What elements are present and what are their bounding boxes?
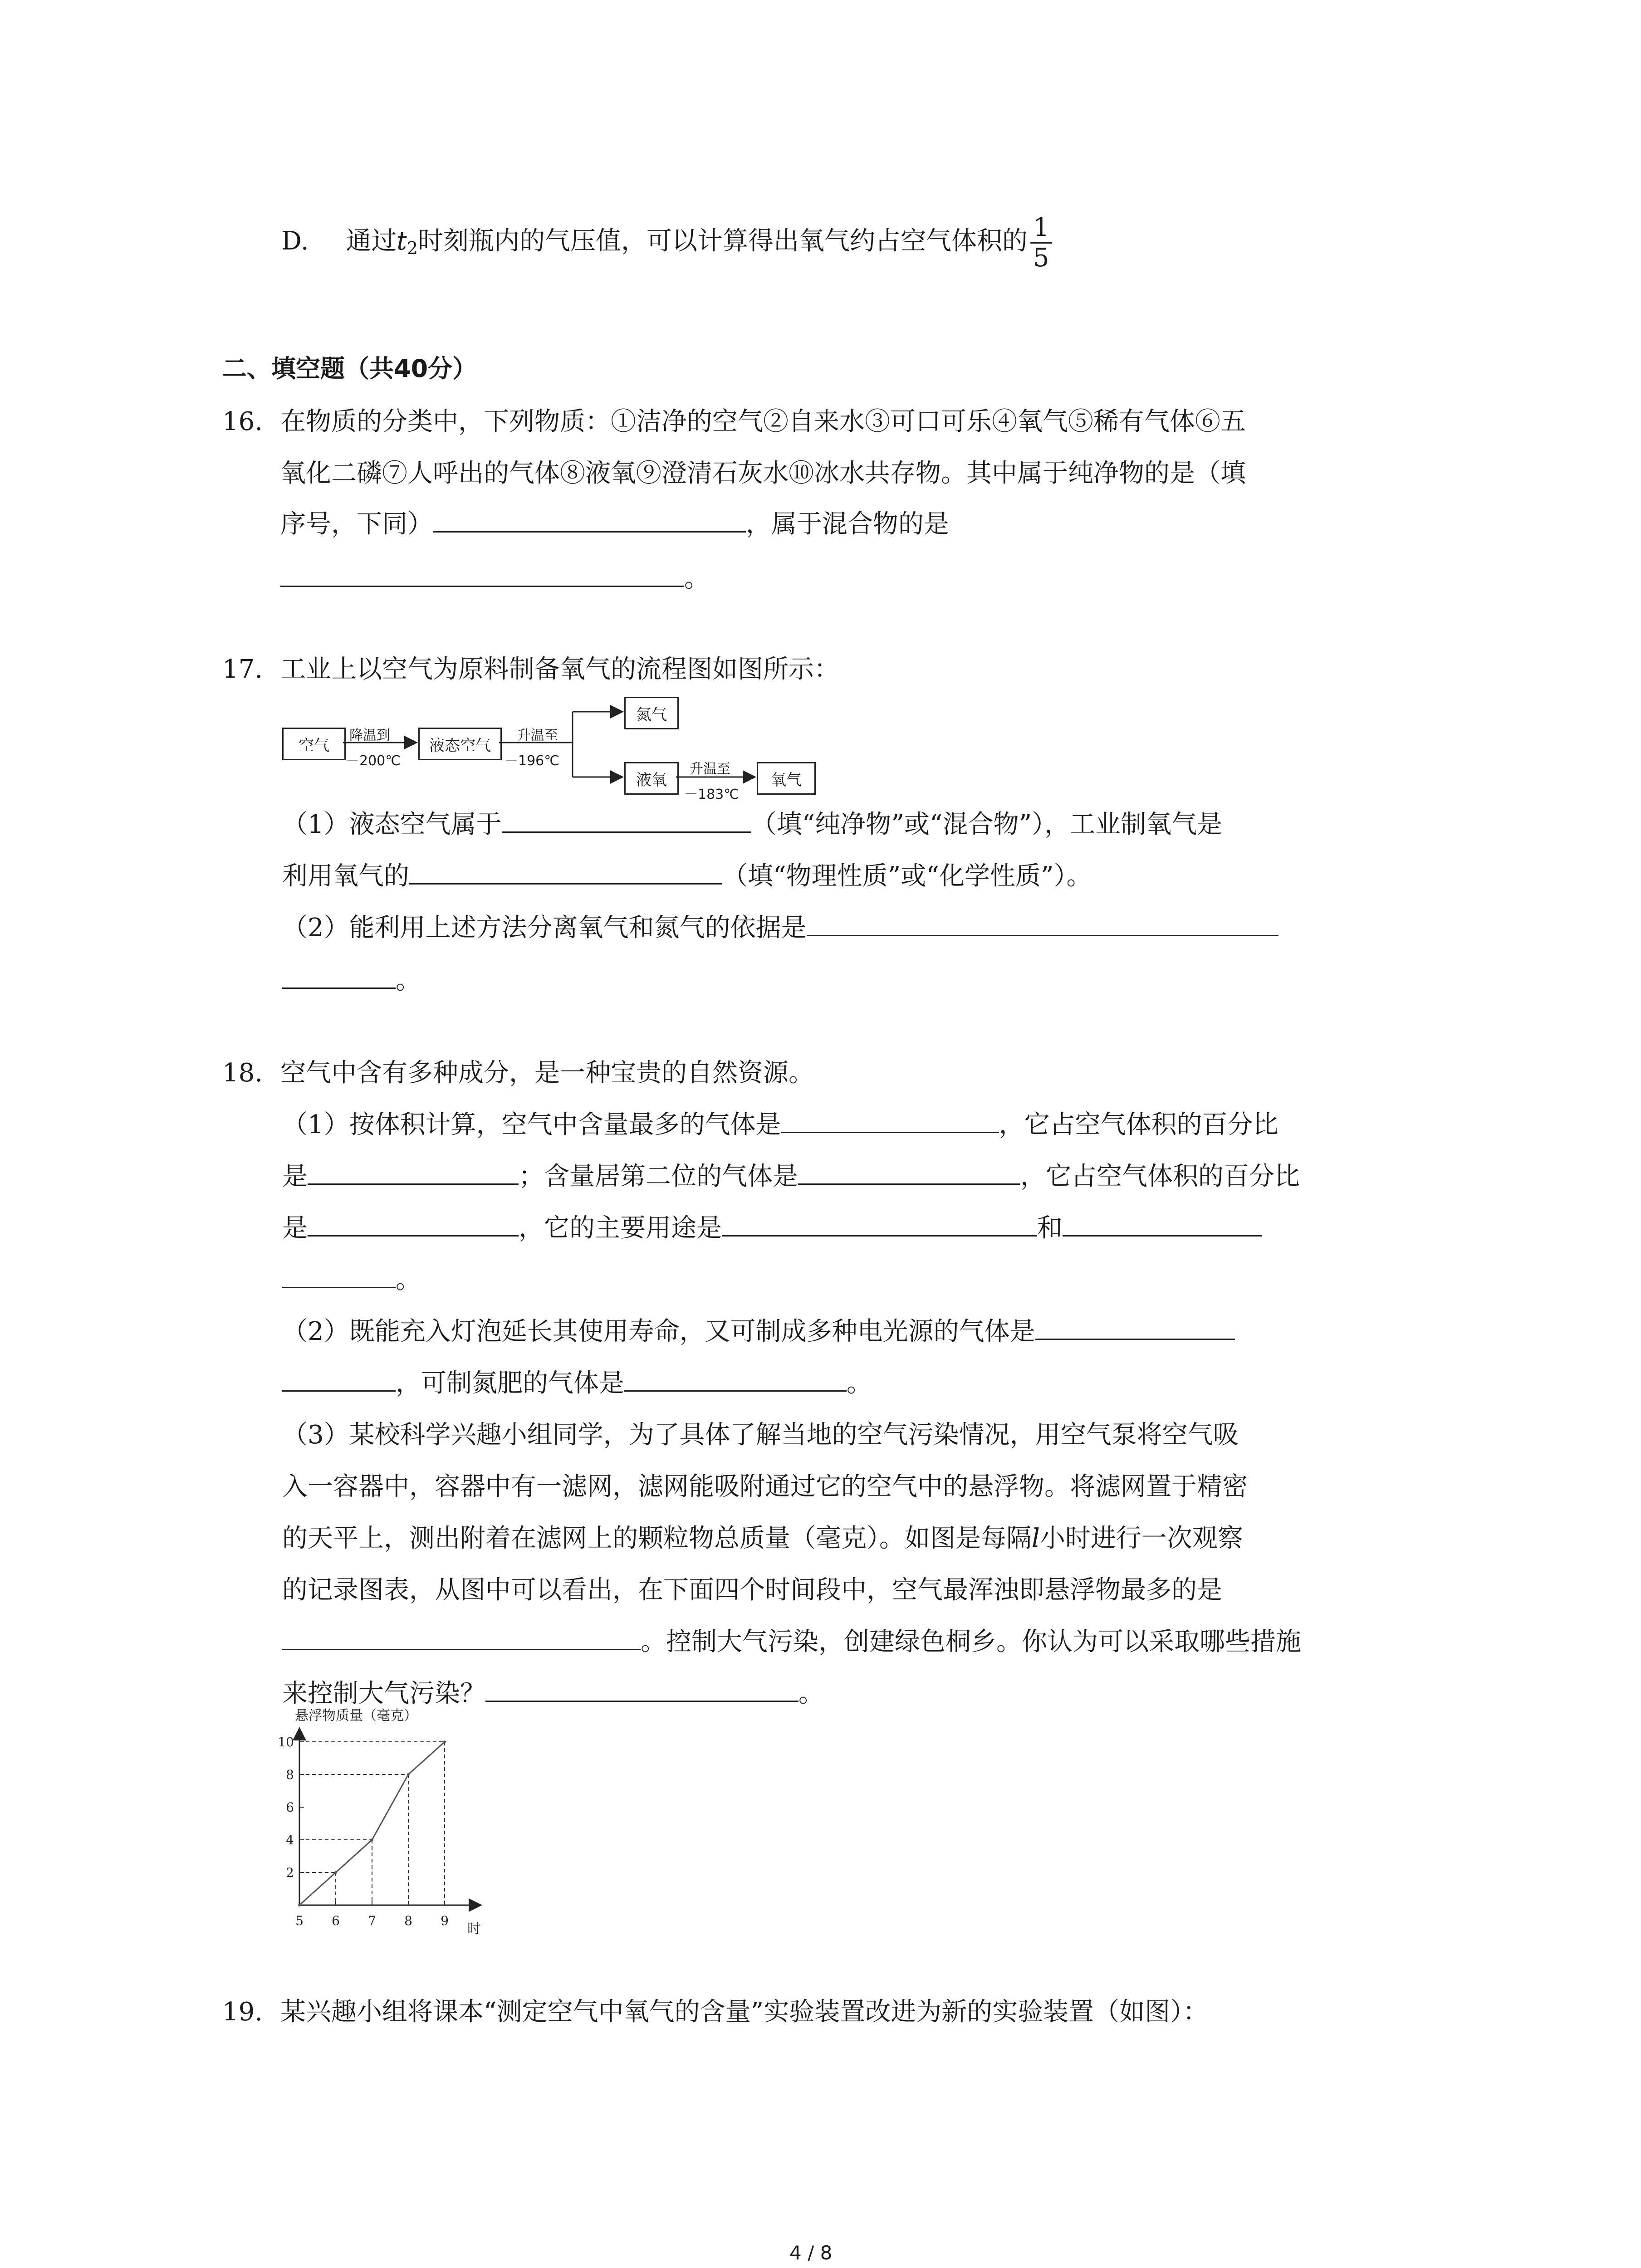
answer-blank[interactable] — [282, 1369, 396, 1392]
answer-blank[interactable] — [282, 1627, 641, 1650]
q17-part-2-line-2: 。 — [282, 955, 421, 1006]
q16-number: 16. — [222, 407, 263, 436]
x-tick-label: 6 — [332, 1913, 340, 1928]
suspended-matter-chart — [263, 1706, 554, 1941]
answer-blank[interactable] — [282, 966, 396, 989]
q18-part-2-line-2: ，可制氮肥的气体是 。 — [282, 1358, 872, 1409]
answer-blank[interactable] — [798, 1162, 1020, 1185]
y-tick-label: 6 — [286, 1800, 294, 1815]
data-point — [407, 1773, 410, 1776]
answer-blank[interactable] — [485, 1679, 798, 1702]
q18-number: 18. — [222, 1058, 263, 1088]
q16-line-2: 氧化二磷⑦人呼出的气体⑧液氧⑨澄清石灰水⑩冰水共存物。其中属于纯净物的是（填 — [280, 459, 1246, 488]
q16-line-4: 。 — [280, 553, 710, 604]
y-tick-label: 4 — [286, 1833, 294, 1848]
q18-part-2-line-1: （2）既能充入灯泡延长其使用寿命，又可制成多种电光源的气体是 — [282, 1306, 1235, 1357]
data-point — [298, 1904, 301, 1906]
flow-box-oxygen: 氧气 — [757, 762, 816, 795]
answer-blank[interactable] — [502, 810, 751, 833]
answer-blank[interactable] — [308, 1162, 519, 1185]
section-title: 二、填空题（共40分） — [222, 354, 477, 383]
answer-blank[interactable] — [781, 1110, 999, 1133]
q19-number: 19. — [222, 1997, 263, 2027]
answer-blank[interactable] — [308, 1213, 519, 1237]
option-label: D. — [281, 226, 309, 256]
q17-part-1-line-2: 利用氧气的 （填“物理性质”或“化学性质”）。 — [282, 861, 1092, 891]
answer-blank[interactable] — [282, 1265, 396, 1288]
q15-option-d: D. 通过$t_2$时刻瓶内的气压值，可以计算得出氧气约占空气体积的 $\frac{1}{5}$ — [281, 213, 1052, 274]
q18-line-1: 空气中含有多种成分，是一种宝贵的自然资源。 — [280, 1058, 814, 1088]
x-tick-label: 9 — [441, 1913, 449, 1928]
q18-part-3-line-4: 的记录图表，从图中可以看出，在下面四个时间段中，空气最浑浊即悬浮物最多的是 — [282, 1575, 1222, 1605]
y-tick-label: 8 — [286, 1767, 294, 1782]
q16-line-3: 序号，下同） ，属于混合物的是 — [280, 509, 949, 539]
flow-label-warm2: 升温至 — [690, 761, 730, 777]
flow-box-liquid-air: 液态空气 — [418, 728, 502, 760]
answer-blank[interactable] — [722, 1213, 1037, 1237]
flow-label-warm2-temp: －183℃ — [684, 787, 739, 802]
flow-label-warm1-temp: －196℃ — [505, 753, 559, 769]
y-tick-label: 10 — [278, 1735, 294, 1750]
q17-line-1: 工业上以空气为原料制备氧气的流程图如图所示： — [280, 655, 839, 684]
page-number: 4 / 8 — [789, 2242, 833, 2264]
q18-part-1-line-4: 。 — [282, 1255, 421, 1305]
q18-part-3-line-2: 入一容器中，容器中有一滤网，滤网能吸附通过它的空气中的悬浮物。将滤网置于精密 — [282, 1472, 1248, 1501]
answer-blank[interactable] — [1063, 1213, 1262, 1237]
flow-label-cool-temp: －200℃ — [346, 753, 401, 769]
answer-blank[interactable] — [1035, 1317, 1235, 1340]
q16-line-1: 在物质的分类中，下列物质：①洁净的空气②自来水③可口可乐④氧气⑤稀有气体⑥五 — [280, 407, 1246, 436]
q18-part-1-line-3: 是 ，它的主要用途是 和 — [282, 1203, 1262, 1254]
q18-part-1-line-2: 是 ；含量居第二位的气体是 ，它占空气体积的百分比 — [282, 1162, 1300, 1191]
answer-blank[interactable] — [807, 913, 1279, 936]
y-axis-label: 悬浮物质量（毫克） — [295, 1708, 417, 1724]
q18-part-3-line-3: 的天平上，测出附着在滤网上的颗粒物总质量（毫克）。如图是每隔l小时进行一次观察 — [282, 1524, 1243, 1553]
q18-part-3-line-1: （3）某校科学兴趣小组同学，为了具体了解当地的空气污染情况，用空气泵将空气吸 — [282, 1420, 1239, 1450]
q17-number: 17. — [222, 655, 263, 684]
flow-label-warm1: 升温至 — [517, 728, 558, 743]
q17-part-2-line-1: （2）能利用上述方法分离氧气和氮气的依据是 — [282, 903, 1279, 953]
fraction-one-fifth: $\frac{1}{5}$ — [1030, 213, 1052, 273]
answer-blank[interactable] — [624, 1369, 847, 1392]
flow-box-air: 空气 — [282, 728, 346, 760]
flow-label-cool: 降温到 — [349, 728, 390, 743]
x-tick-label: 8 — [404, 1913, 412, 1928]
data-point — [371, 1838, 373, 1841]
q18-part-3-line-5: 。控制大气污染，创建绿色桐乡。你认为可以采取哪些措施 — [282, 1617, 1301, 1667]
q17-part-1-line-1: （1）液态空气属于 （填“纯净物”或“混合物”），工业制氧气是 — [282, 810, 1223, 839]
flow-box-nitrogen: 氮气 — [624, 697, 679, 729]
y-tick-label: 2 — [286, 1865, 294, 1880]
q18-part-1-line-1: （1）按体积计算，空气中含量最多的气体是 ，它占空气体积的百分比 — [282, 1110, 1279, 1139]
data-point — [334, 1871, 337, 1874]
q19-text: 某兴趣小组将课本“测定空气中氧气的含量”实验装置改进为新的实验装置（如图）： — [280, 1997, 1209, 2027]
x-axis-label: 时 — [467, 1921, 481, 1937]
x-tick-label: 7 — [368, 1913, 376, 1928]
data-point — [443, 1740, 446, 1743]
flow-box-liquid-oxygen: 液氧 — [624, 762, 679, 795]
q18-part-3-line-6: 来控制大气污染？ 。 — [282, 1679, 824, 1708]
answer-blank[interactable] — [409, 861, 722, 885]
x-tick-label: 5 — [295, 1913, 304, 1928]
